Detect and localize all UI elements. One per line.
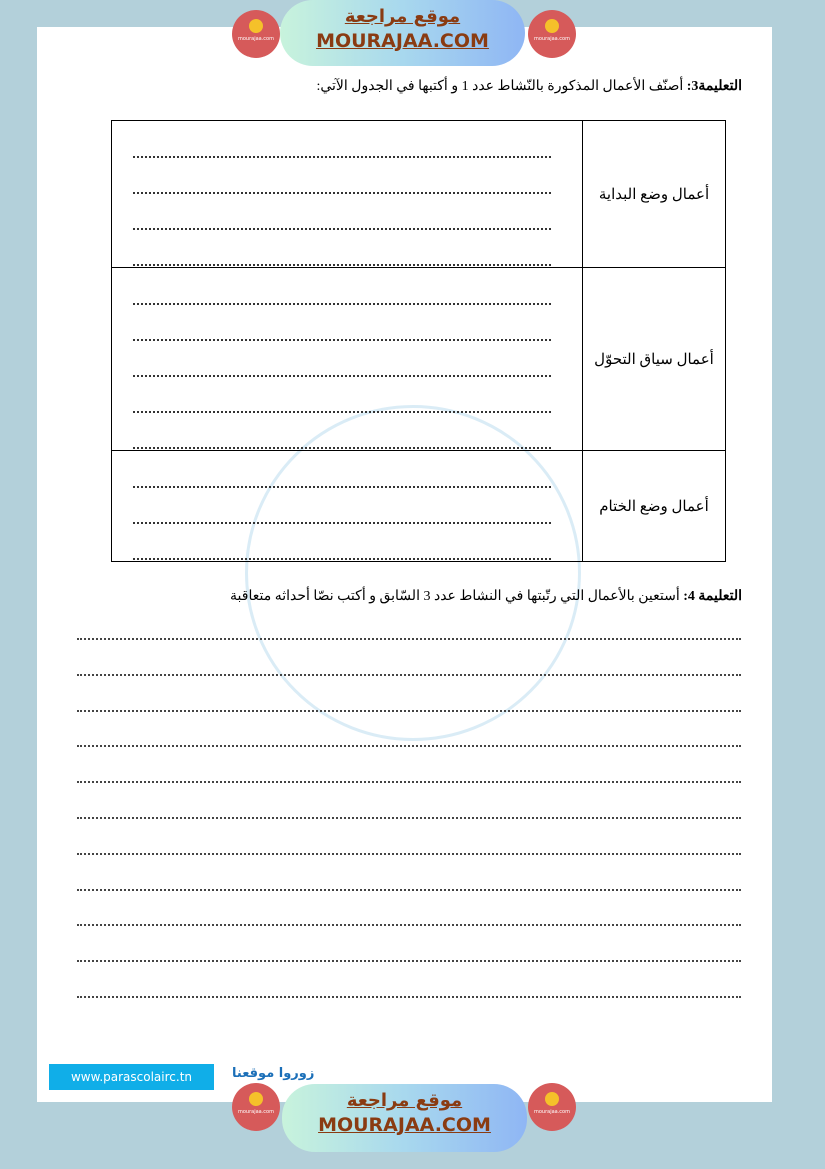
badge-text: mourajaa.com — [237, 36, 274, 42]
dotted-line[interactable] — [133, 230, 551, 266]
dotted-line[interactable] — [133, 452, 551, 488]
writing-line[interactable] — [77, 781, 741, 783]
answer-cell[interactable] — [112, 268, 583, 451]
dotted-line[interactable] — [133, 524, 551, 560]
banner-ar: موقع مراجعة — [344, 6, 461, 27]
dotted-line[interactable] — [133, 413, 551, 449]
footer-banner[interactable] — [282, 1084, 527, 1152]
logo-icon — [249, 19, 263, 33]
instruction-4-label: التعليمة 4: — [683, 589, 742, 604]
writing-line[interactable] — [77, 710, 741, 712]
row-label: أعمال وضع الختام — [583, 451, 726, 562]
table-row — [112, 121, 726, 268]
writing-line[interactable] — [77, 924, 741, 926]
banner-en: MOURAJAA.COM — [316, 30, 489, 52]
instruction-3-text: أصنّف الأعمال المذكورة بالنّشاط عدد 1 و أكتبها في الجدول الآتي: — [316, 79, 687, 94]
visit-label: زوروا موقعنا — [232, 1066, 315, 1081]
table-row — [112, 451, 726, 562]
badge-text: mourajaa.com — [533, 36, 570, 42]
dotted-line[interactable] — [133, 305, 551, 341]
row-label: أعمال وضع البداية — [583, 121, 726, 268]
answer-cell[interactable] — [112, 121, 583, 268]
dotted-line[interactable] — [133, 122, 551, 158]
dotted-line[interactable] — [133, 377, 551, 413]
site-link[interactable]: www.parascolairc.tn — [49, 1064, 214, 1090]
writing-line[interactable] — [77, 960, 741, 962]
logo-icon — [249, 1092, 263, 1106]
writing-line[interactable] — [77, 674, 741, 676]
classification-table — [111, 120, 726, 562]
header-banner[interactable] — [280, 0, 525, 66]
writing-line[interactable] — [77, 889, 741, 891]
badge-left — [232, 10, 280, 58]
dotted-line[interactable] — [133, 488, 551, 524]
dotted-line[interactable] — [133, 194, 551, 230]
instruction-4 — [230, 588, 742, 605]
badge-text: mourajaa.com — [237, 1109, 274, 1115]
instruction-4-text: أستعين بالأعمال التي رتّبتها في النشاط عدد 3 السّابق و أكتب نصّا أحداثه متعاقبة — [230, 589, 684, 604]
writing-line[interactable] — [77, 817, 741, 819]
instruction-3-label: التعليمة3: — [686, 79, 742, 94]
dotted-line[interactable] — [133, 269, 551, 305]
writing-line[interactable] — [77, 996, 741, 998]
dotted-line[interactable] — [133, 158, 551, 194]
badge-text: mourajaa.com — [533, 1109, 570, 1115]
answer-cell[interactable] — [112, 451, 583, 562]
row-label: أعمال سياق التحوّل — [583, 268, 726, 451]
logo-icon — [545, 19, 559, 33]
dotted-line[interactable] — [133, 341, 551, 377]
instruction-3 — [316, 78, 742, 95]
badge-footer-left — [232, 1083, 280, 1131]
writing-line[interactable] — [77, 853, 741, 855]
table-row — [112, 268, 726, 451]
footer-ar: موقع مراجعة — [346, 1090, 463, 1111]
badge-right — [528, 10, 576, 58]
badge-footer-right — [528, 1083, 576, 1131]
writing-line[interactable] — [77, 638, 741, 640]
writing-line[interactable] — [77, 745, 741, 747]
logo-icon — [545, 1092, 559, 1106]
footer-en: MOURAJAA.COM — [318, 1114, 491, 1136]
